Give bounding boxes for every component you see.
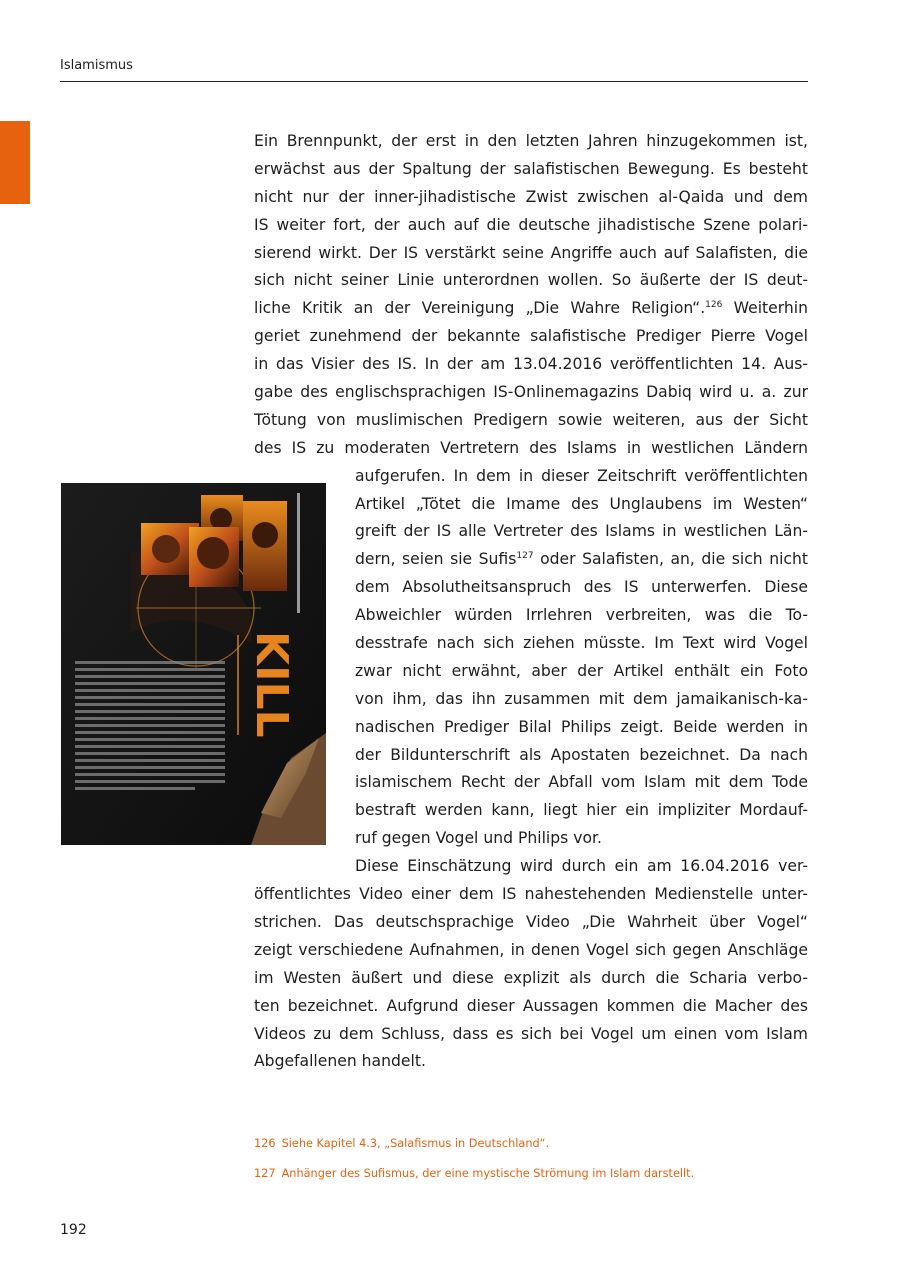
body-text (254, 128, 808, 1076)
text-line: greift der IS alle Vertreter des Islams in westlichen Län- (355, 522, 808, 541)
footnote-text: Anhänger des Sufismus, der eine mystische Strömung im Islam darstellt. (281, 1167, 695, 1180)
text-line: des IS zu moderaten Vertretern des Islams in westlichen Ländern (254, 438, 808, 457)
text-line: nadischen Prediger Bilal Philips zeigt. Beide werden in (355, 717, 808, 736)
footnote-number: 126 (254, 1137, 276, 1150)
text-line: in das Visier des IS. In der am 13.04.2016 veröffentlichten 14. Aus- (254, 355, 808, 374)
text-segment: dern, seien sie Sufis (355, 550, 517, 569)
magazine-illustration (61, 483, 326, 845)
magazine-page-image (61, 483, 326, 845)
text-line: dem Absolutheitsanspruch des IS unterwerfen. Diese (355, 578, 808, 597)
text-line: zwar nicht erwähnt, aber der Artikel enthält ein Foto (355, 661, 808, 680)
footnote (254, 1135, 808, 1153)
text-line: geriet zunehmend der bekannte salafistische Prediger Pierre Vogel (254, 327, 808, 346)
text-line: gabe des englischsprachigen IS-Onlinemagazins Dabiq wird u. a. zur (254, 383, 808, 402)
text-line: sierend wirkt. Der IS verstärkt seine Angriffe auch auf Salafisten, die (254, 243, 808, 262)
text-line: im Westen äußert und diese explizit als durch die Scharia verbo- (254, 968, 808, 987)
text-line: Ein Brennpunkt, der erst in den letzten Jahren hinzugekommen ist, (254, 132, 808, 150)
text-line: nicht nur der inner-jihadistische Zwist zwischen al-Qaida und dem (254, 187, 808, 206)
text-line: ruf gegen Vogel und Philips vor. (355, 829, 602, 848)
text-line: sich nicht seiner Linie unterordnen wollen. So äußerte der IS deut- (254, 271, 808, 290)
text-segment: Weiterhin (722, 299, 808, 318)
text-line: öffentlichtes Video einer dem IS nahestehenden Medienstelle unter- (254, 885, 808, 904)
text-line: Videos zu dem Schluss, dass es sich bei Vogel um einen vom Islam (254, 1024, 808, 1043)
text-line-with-ref (254, 295, 808, 323)
text-line: erwächst aus der Spaltung der salafistischen Bewegung. Es besteht (254, 159, 808, 178)
text-line: strichen. Das deutschsprachige Video „Die Wahrheit über Vogel“ (254, 912, 808, 931)
svg-text:KILL: KILL (246, 631, 297, 738)
text-line: von ihm, das ihn zusammen mit dem jamaikanisch-ka- (355, 689, 808, 708)
text-line: Abweichler würden Irrlehren verbreiten, was die To- (355, 606, 808, 625)
chapter-tab (0, 121, 30, 204)
text-line: Abgefallenen handelt. (254, 1052, 426, 1071)
text-line: ten bezeichnet. Aufgrund dieser Aussagen kommen die Macher des (254, 996, 808, 1015)
text-segment: liche Kritik an der Vereinigung „Die Wahre Religion“. (254, 299, 706, 318)
header-rule (60, 81, 808, 82)
running-header: Islamismus (60, 58, 133, 73)
text-line: islamischem Recht der Abfall vom Islam mit dem Tode (355, 773, 808, 792)
text-line: desstrafe nach sich ziehen müsste. Im Text wird Vogel (355, 634, 808, 653)
text-line: IS weiter fort, der auch auf die deutsche jihadistische Szene polari- (254, 215, 808, 234)
footnote-ref-127[interactable]: 127 (516, 551, 534, 562)
footnote-text: Siehe Kapitel 4.3, „Salafismus in Deutschland“. (281, 1137, 550, 1150)
page-number: 192 (60, 1222, 87, 1238)
text-line-with-ref (254, 546, 808, 574)
footnote (254, 1165, 808, 1183)
text-line: Diese Einschätzung wird durch ein am 16.04.2016 ver- (355, 857, 808, 876)
text-line: zeigt verschiedene Aufnahmen, in denen Vogel sich gegen Anschläge (254, 940, 808, 959)
text-line: der Bildunterschrift als Apostaten bezeichnet. Da nach (355, 745, 808, 764)
footnote-number: 127 (254, 1167, 276, 1180)
text-segment: oder Salafisten, an, die sich nicht (533, 550, 808, 569)
text-line: aufgerufen. In dem in dieser Zeitschrift veröffentlichten (355, 466, 808, 485)
kill-headline (246, 631, 297, 738)
text-line: Tötung von muslimischen Predigern sowie weiteren, aus der Sicht (254, 410, 808, 429)
text-line: bestraft werden kann, liegt hier ein impliziter Mordauf- (355, 801, 808, 820)
footnote-ref-126[interactable]: 126 (705, 300, 723, 311)
text-line: Artikel „Tötet die Imame des Unglaubens im Westen“ (355, 494, 808, 513)
footnotes (254, 1135, 808, 1195)
